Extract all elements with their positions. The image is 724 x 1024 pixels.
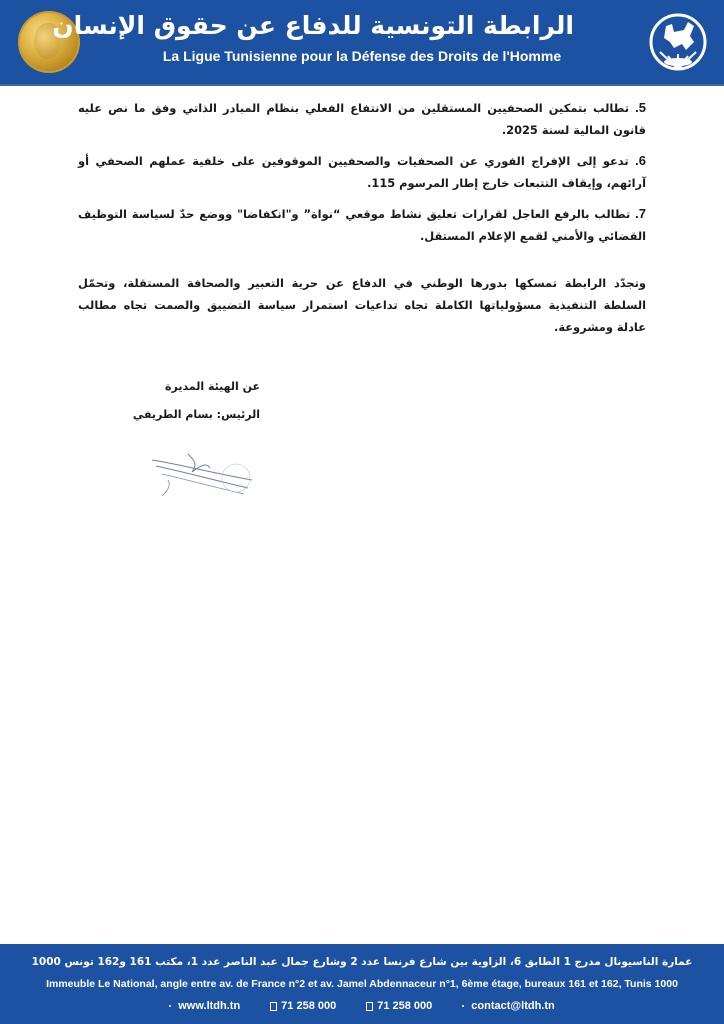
item-text: تطالب بالرفع العاجل لقرارات تعليق نشاط موقعي “نواة” و"انكفاضا" ووضع حدّ لسياسة التوظيف القضائي والأمني لقمع الإعلام المستقل. — [78, 207, 646, 243]
bullet-icon — [169, 1005, 171, 1007]
demand-item-6 — [78, 150, 646, 194]
demand-item-5 — [78, 97, 646, 141]
demands-list — [78, 97, 646, 256]
item-text: تطالب بتمكين الصحفيين المستقلين من الانتفاع الفعلي بنظام المبادر الذاتي وفق ما نص عليه قانون المالية لسنة 2025. — [78, 101, 646, 137]
item-number: 6. — [635, 153, 647, 168]
phone-contact-1 — [270, 998, 336, 1014]
signature-block — [120, 378, 260, 434]
address-arabic: عمارة الناسيونال مدرج 1 الطابق 6، الزاوية بين شارع فرنسا عدد 2 وشارع جمال عبد الناصر عدد 1، مكتب 161 و162 تونس 1000 — [31, 956, 693, 968]
president-line: الرئيس: بسام الطريفي — [132, 408, 260, 421]
email-contact[interactable] — [462, 998, 554, 1014]
phone-number-2: 71 258 000 — [377, 1000, 433, 1012]
phone-icon — [270, 1002, 277, 1011]
email-link[interactable]: contact@ltdh.tn — [471, 1000, 555, 1012]
item-number: 7. — [635, 206, 647, 221]
fax-icon — [366, 1002, 373, 1011]
website-contact[interactable] — [169, 998, 240, 1014]
bullet-icon — [462, 1005, 464, 1007]
item-text: تدعو إلى الإفراج الفوري عن الصحفيات والصحفيين الموقوفين على خلفية عملهم الصحفي أو آرائهم، وإيقاف التتبعات خارج إطار المرسوم 115. — [78, 154, 646, 190]
on-behalf-line: عن الهيئة المديرة — [165, 380, 260, 393]
ltdh-emblem-icon — [648, 12, 708, 72]
website-link[interactable]: www.ltdh.tn — [178, 1000, 241, 1012]
contact-line — [0, 998, 724, 1014]
handwritten-signature — [148, 450, 258, 500]
phone-contact-2 — [366, 998, 432, 1014]
letterhead-footer — [0, 944, 724, 1024]
letterhead-banner — [0, 0, 724, 86]
organization-name-french: La Ligue Tunisienne pour la Défense des Droits de l'Homme — [162, 48, 562, 64]
address-french: Immeuble Le National, angle entre av. de France n°2 et av. Jamel Abdennaceur n°1, 6ème étage, bureaux 161 et 162, Tunis 1000 — [46, 978, 678, 990]
item-number: 5. — [635, 100, 646, 115]
demand-item-7 — [78, 203, 646, 247]
phone-number-1: 71 258 000 — [281, 1000, 337, 1012]
organization-name-arabic: الرابطة التونسية للدفاع عن حقوق الإنسان — [52, 11, 574, 40]
closing-paragraph: وتجدّد الرابطة تمسكها بدورها الوطني في الدفاع عن حرية التعبير والصحافة المستقلة، وتحمّل السلطة التنفيذية مسؤولياتها الكاملة تجاه تداعيات استمرار سياسة التضييق والصمت تجاه مطالب عادلة ومشروعة. — [78, 276, 646, 334]
